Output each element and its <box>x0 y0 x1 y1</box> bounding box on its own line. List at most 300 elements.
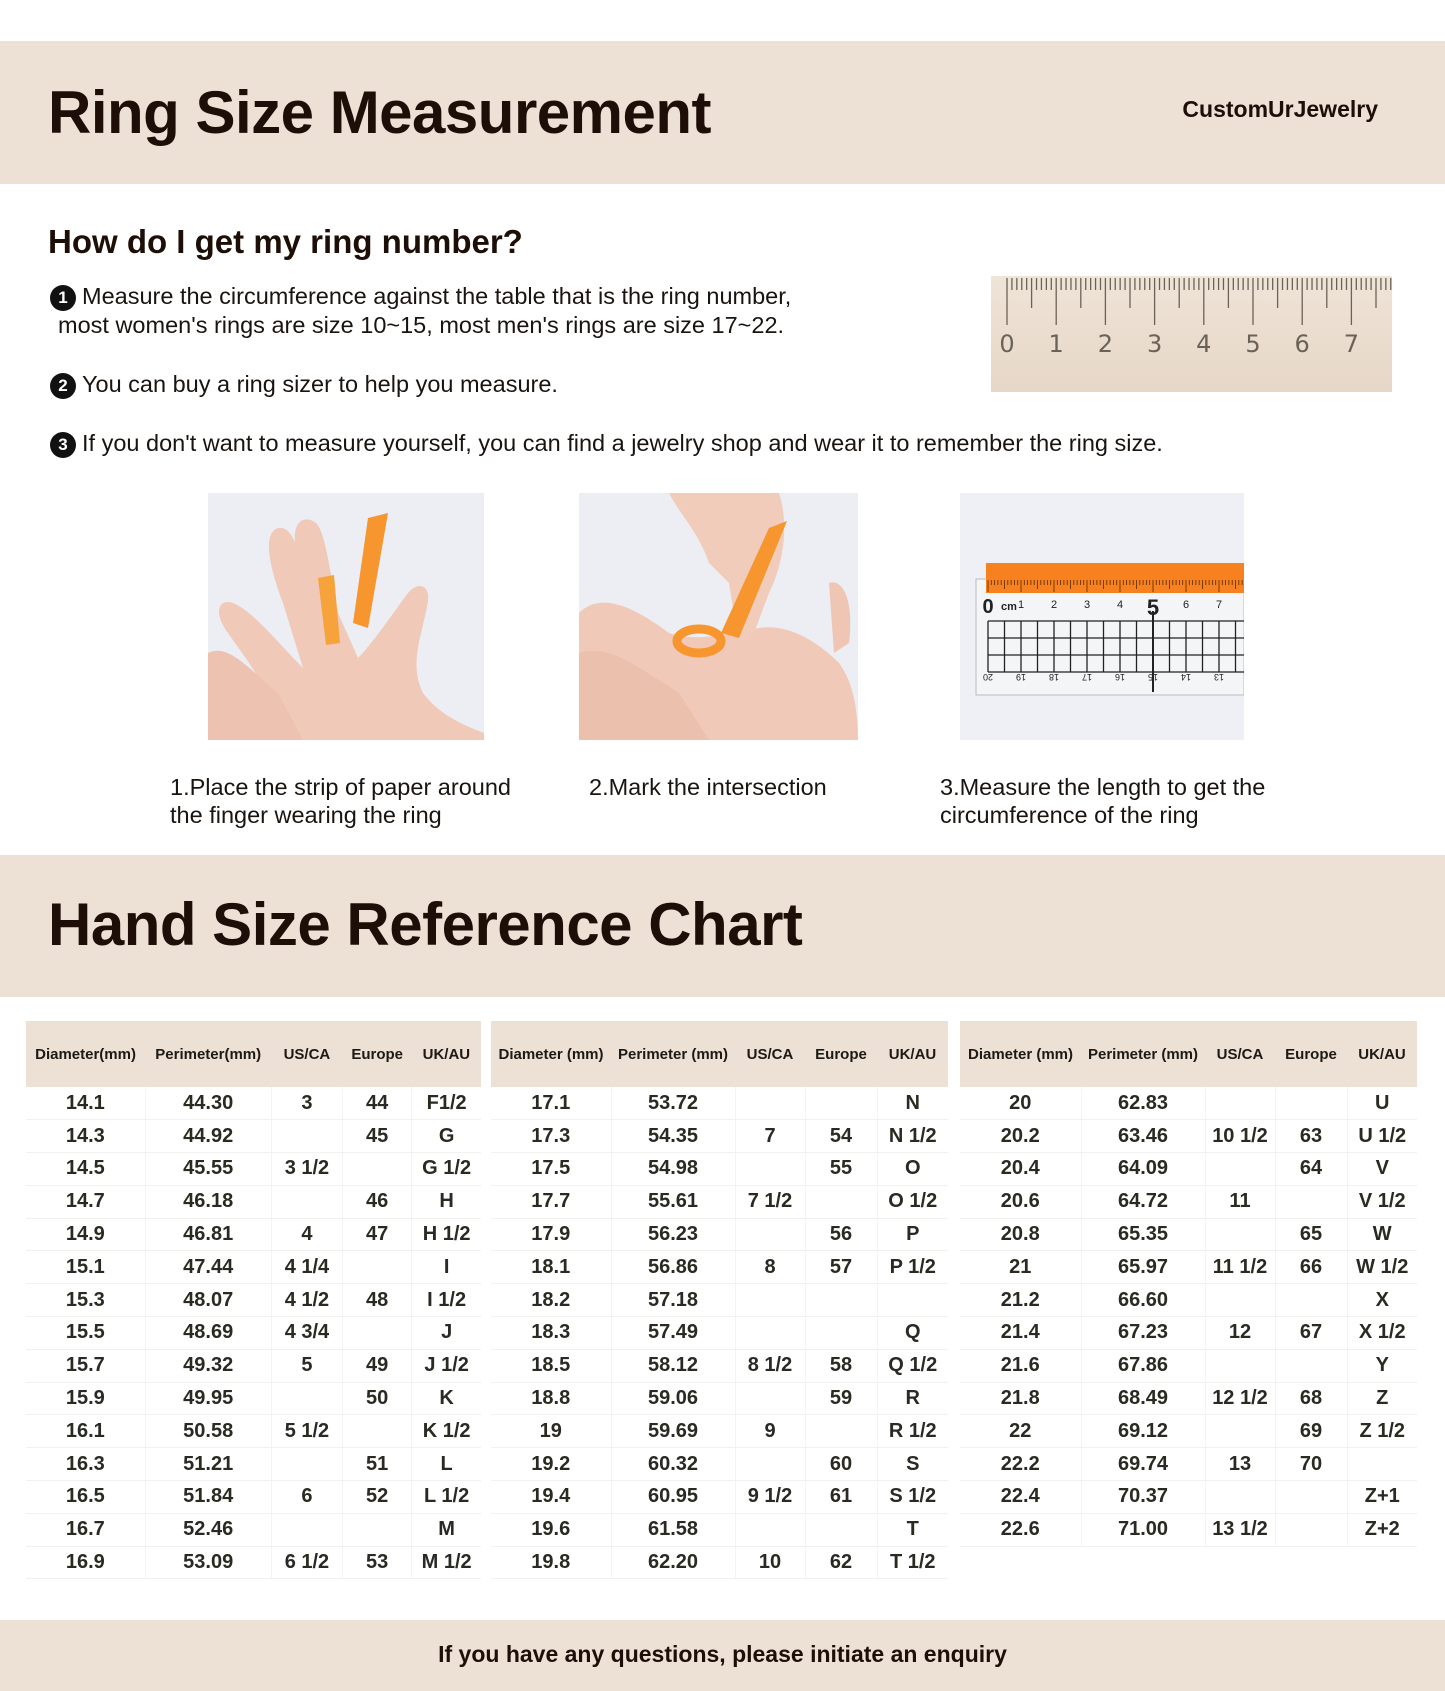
table-cell: 15.7 <box>26 1349 145 1382</box>
howto-title: How do I get my ring number? <box>48 223 523 260</box>
table-cell <box>271 1120 342 1153</box>
ruler-top-label: 2 <box>1050 599 1058 611</box>
table-row <box>491 1546 948 1579</box>
table-cell: 59.06 <box>611 1382 735 1415</box>
chart-band <box>0 855 1445 997</box>
table-cell: U <box>1347 1087 1417 1120</box>
ruler-bottom-label: 14 <box>1180 672 1192 682</box>
table-cell: 18.3 <box>491 1317 611 1350</box>
table-cell: 11 1/2 <box>1205 1251 1275 1284</box>
table-cell: 63.46 <box>1081 1120 1205 1153</box>
table-cell: 4 1/4 <box>271 1251 342 1284</box>
table-row <box>491 1218 948 1251</box>
table-row <box>960 1120 1417 1153</box>
table-row <box>26 1415 481 1448</box>
ruler-image <box>991 276 1392 392</box>
table-cell: 44.30 <box>145 1087 271 1120</box>
table-cell: 14.1 <box>26 1087 145 1120</box>
table-cell: 22 <box>960 1415 1081 1448</box>
table-cell: 61 <box>805 1481 877 1514</box>
table-cell <box>735 1218 805 1251</box>
table-cell <box>271 1513 342 1546</box>
table-cell: 58.12 <box>611 1349 735 1382</box>
ruler-top-label: 0 <box>982 596 994 618</box>
table-cell: Z+1 <box>1347 1481 1417 1514</box>
chart-title: Hand Size Reference Chart <box>48 891 803 958</box>
table-cell <box>1205 1481 1275 1514</box>
step-number-3-icon: 3 <box>50 432 76 458</box>
table-cell: 18.2 <box>491 1284 611 1317</box>
table-cell: 53.09 <box>145 1546 271 1579</box>
table-cell <box>271 1382 342 1415</box>
table-cell <box>343 1415 412 1448</box>
table-cell <box>805 1317 877 1350</box>
table-cell <box>1275 1513 1347 1546</box>
photo-measure-length <box>960 493 1244 740</box>
table-cell: Z 1/2 <box>1347 1415 1417 1448</box>
table-row <box>491 1349 948 1382</box>
table-row <box>26 1382 481 1415</box>
table-cell <box>877 1284 948 1317</box>
table-cell: 48.07 <box>145 1284 271 1317</box>
table-cell: 50.58 <box>145 1415 271 1448</box>
enquiry-text: If you have any questions, please initiate an enquiry <box>438 1641 1007 1667</box>
table-cell: 54.35 <box>611 1120 735 1153</box>
table-cell: 16.9 <box>26 1546 145 1579</box>
table-cell: 15.9 <box>26 1382 145 1415</box>
table-cell: 14.7 <box>26 1185 145 1218</box>
table-cell: 18.5 <box>491 1349 611 1382</box>
table-cell: 46.81 <box>145 1218 271 1251</box>
table-cell: M 1/2 <box>412 1546 481 1579</box>
ruler-bottom-label: 17 <box>1081 672 1093 682</box>
column-header: Perimeter(mm) <box>145 1021 271 1087</box>
table-cell: 3 <box>271 1087 342 1120</box>
table-header-row <box>960 1021 1417 1087</box>
table-row <box>491 1284 948 1317</box>
photo-paper-strip-around-finger <box>208 493 484 740</box>
table-cell: 18.1 <box>491 1251 611 1284</box>
table-cell: 69.12 <box>1081 1415 1205 1448</box>
table-cell: F1/2 <box>412 1087 481 1120</box>
table-row <box>491 1185 948 1218</box>
table-cell: 57 <box>805 1251 877 1284</box>
table-cell: K 1/2 <box>412 1415 481 1448</box>
table-row <box>491 1415 948 1448</box>
step-number-1-icon: 1 <box>50 285 76 311</box>
table-cell <box>805 1513 877 1546</box>
table-cell <box>1275 1481 1347 1514</box>
table-cell <box>343 1251 412 1284</box>
column-header: UK/AU <box>877 1021 948 1087</box>
column-header: Diameter(mm) <box>26 1021 145 1087</box>
table-cell: 17.9 <box>491 1218 611 1251</box>
table-cell: 4 3/4 <box>271 1317 342 1350</box>
table-cell: 22.2 <box>960 1448 1081 1481</box>
table-cell: 65.35 <box>1081 1218 1205 1251</box>
table-cell: 12 1/2 <box>1205 1382 1275 1415</box>
table-row <box>491 1481 948 1514</box>
table-row <box>491 1087 948 1120</box>
table-cell: 64.72 <box>1081 1185 1205 1218</box>
table-row <box>26 1349 481 1382</box>
table-cell: 64.09 <box>1081 1153 1205 1186</box>
caption-2-line-1: 2.Mark the intersection <box>589 774 827 800</box>
table-cell: 16.1 <box>26 1415 145 1448</box>
table-cell: 16.5 <box>26 1481 145 1514</box>
table-cell: 67 <box>1275 1317 1347 1350</box>
ruler-bottom-label: 13 <box>1213 672 1225 682</box>
ruler-bottom-label: 19 <box>1015 672 1027 682</box>
table-cell: 17.1 <box>491 1087 611 1120</box>
table-cell: 63 <box>1275 1120 1347 1153</box>
page-title: Ring Size Measurement <box>48 79 712 146</box>
table-cell <box>1205 1284 1275 1317</box>
table-row <box>491 1513 948 1546</box>
table-cell <box>805 1185 877 1218</box>
table-row <box>26 1481 481 1514</box>
table-cell: 4 1/2 <box>271 1284 342 1317</box>
table-cell: 54.98 <box>611 1153 735 1186</box>
table-cell: 6 1/2 <box>271 1546 342 1579</box>
table-cell: 15.5 <box>26 1317 145 1350</box>
table-cell: 44.92 <box>145 1120 271 1153</box>
table-cell: 56.86 <box>611 1251 735 1284</box>
table-cell: 52.46 <box>145 1513 271 1546</box>
table-cell: H 1/2 <box>412 1218 481 1251</box>
table-cell: 16.3 <box>26 1448 145 1481</box>
table-cell: 9 1/2 <box>735 1481 805 1514</box>
ruler-bottom-label: 20 <box>982 672 994 682</box>
table-cell: X 1/2 <box>1347 1317 1417 1350</box>
table-row <box>960 1349 1417 1382</box>
table-cell: 8 <box>735 1251 805 1284</box>
ruler-label: 7 <box>1343 330 1360 358</box>
table-cell: T 1/2 <box>877 1546 948 1579</box>
table-cell: 58 <box>805 1349 877 1382</box>
table-cell <box>1205 1153 1275 1186</box>
table-cell: 49 <box>343 1349 412 1382</box>
table-cell <box>1205 1218 1275 1251</box>
table-cell: P <box>877 1218 948 1251</box>
table-row <box>491 1251 948 1284</box>
table-cell: 61.58 <box>611 1513 735 1546</box>
table-row <box>26 1218 481 1251</box>
table-cell: 64 <box>1275 1153 1347 1186</box>
table-cell <box>805 1087 877 1120</box>
table-cell: 60 <box>805 1448 877 1481</box>
table-row <box>491 1120 948 1153</box>
table-cell: 5 <box>271 1349 342 1382</box>
table-cell: 47 <box>343 1218 412 1251</box>
table-cell: R <box>877 1382 948 1415</box>
table-cell: 62.83 <box>1081 1087 1205 1120</box>
table-cell: 66 <box>1275 1251 1347 1284</box>
ruler-top-label: 7 <box>1215 599 1223 611</box>
size-table-3 <box>960 1021 1417 1547</box>
table-cell: 52 <box>343 1481 412 1514</box>
ruler-top-label: 4 <box>1116 599 1124 611</box>
caption-3-line-1: 3.Measure the length to get the <box>940 774 1266 800</box>
table-row <box>491 1317 948 1350</box>
table-cell: 22.6 <box>960 1513 1081 1546</box>
ruler-label: 1 <box>1048 330 1064 358</box>
step-2 <box>50 370 558 399</box>
ruler-ticks <box>991 276 1392 392</box>
table-cell: 70 <box>1275 1448 1347 1481</box>
table-cell <box>271 1185 342 1218</box>
table-cell: 59 <box>805 1382 877 1415</box>
table-cell: G <box>412 1120 481 1153</box>
table-cell: 57.18 <box>611 1284 735 1317</box>
table-cell: S 1/2 <box>877 1481 948 1514</box>
table-row <box>491 1382 948 1415</box>
table-cell: 19.8 <box>491 1546 611 1579</box>
table-row <box>26 1284 481 1317</box>
table-row <box>960 1218 1417 1251</box>
caption-1-line-2: the finger wearing the ring <box>170 802 442 828</box>
table-cell: 21 <box>960 1251 1081 1284</box>
step-2-text: You can buy a ring sizer to help you measure. <box>82 371 558 397</box>
table-cell: 20.8 <box>960 1218 1081 1251</box>
table-row <box>960 1251 1417 1284</box>
table-cell: 13 <box>1205 1448 1275 1481</box>
ruler-top-label: 6 <box>1182 599 1190 611</box>
table-cell: S <box>877 1448 948 1481</box>
table-row <box>26 1546 481 1579</box>
table-cell <box>343 1153 412 1186</box>
table-cell: 45.55 <box>145 1153 271 1186</box>
ruler-label: 2 <box>1097 330 1114 358</box>
table-cell <box>805 1415 877 1448</box>
table-cell: 10 1/2 <box>1205 1120 1275 1153</box>
table-cell: 46.18 <box>145 1185 271 1218</box>
table-cell: 54 <box>805 1120 877 1153</box>
table-cell <box>735 1317 805 1350</box>
table-row <box>26 1251 481 1284</box>
table-cell: 6 <box>271 1481 342 1514</box>
table-cell <box>1275 1349 1347 1382</box>
table-cell: Q <box>877 1317 948 1350</box>
table-cell <box>343 1317 412 1350</box>
table-cell <box>735 1153 805 1186</box>
table-cell: 51.21 <box>145 1448 271 1481</box>
table-row <box>960 1153 1417 1186</box>
table-cell: 20.4 <box>960 1153 1081 1186</box>
table-cell: 67.86 <box>1081 1349 1205 1382</box>
table-cell: 17.7 <box>491 1185 611 1218</box>
table-row <box>960 1087 1417 1120</box>
column-header: Perimeter (mm) <box>611 1021 735 1087</box>
table-cell: 21.8 <box>960 1382 1081 1415</box>
table-cell: L 1/2 <box>412 1481 481 1514</box>
table-cell: 60.95 <box>611 1481 735 1514</box>
table-cell: K <box>412 1382 481 1415</box>
table-cell: 51.84 <box>145 1481 271 1514</box>
table-cell: O <box>877 1153 948 1186</box>
table-cell: Z <box>1347 1382 1417 1415</box>
table-cell: 60.32 <box>611 1448 735 1481</box>
step-3 <box>50 429 1163 458</box>
table-cell: 10 <box>735 1546 805 1579</box>
ruler-label: 4 <box>1196 330 1212 358</box>
table-cell <box>1275 1185 1347 1218</box>
column-header: Diameter (mm) <box>491 1021 611 1087</box>
table-cell: M <box>412 1513 481 1546</box>
table-cell: 51 <box>343 1448 412 1481</box>
table-cell: 19.4 <box>491 1481 611 1514</box>
column-header: Europe <box>1275 1021 1347 1087</box>
table-cell: 71.00 <box>1081 1513 1205 1546</box>
table-cell <box>1347 1448 1417 1481</box>
table-cell: 17.3 <box>491 1120 611 1153</box>
ruler-label: 0 <box>999 330 1015 358</box>
ruler-top-label: 1 <box>1017 599 1025 611</box>
caption-2 <box>589 773 889 801</box>
table-row <box>960 1185 1417 1218</box>
table-cell <box>735 1513 805 1546</box>
ruler-label: 5 <box>1245 330 1261 358</box>
table-cell: 53 <box>343 1546 412 1579</box>
table-cell: G 1/2 <box>412 1153 481 1186</box>
table-cell: 65.97 <box>1081 1251 1205 1284</box>
table-cell: 62 <box>805 1546 877 1579</box>
table-cell: 68 <box>1275 1382 1347 1415</box>
table-cell: P 1/2 <box>877 1251 948 1284</box>
table-row <box>960 1448 1417 1481</box>
step-number-2-icon: 2 <box>50 373 76 399</box>
table-cell: L <box>412 1448 481 1481</box>
ruler-bottom-label: 16 <box>1114 672 1126 682</box>
table-row <box>960 1382 1417 1415</box>
caption-3-line-2: circumference of the ring <box>940 802 1199 828</box>
table-row <box>960 1513 1417 1546</box>
table-cell: 5 1/2 <box>271 1415 342 1448</box>
table-cell: 18.8 <box>491 1382 611 1415</box>
table-cell: 21.4 <box>960 1317 1081 1350</box>
column-header: UK/AU <box>1347 1021 1417 1087</box>
table-row <box>26 1317 481 1350</box>
table-cell: 70.37 <box>1081 1481 1205 1514</box>
table-row <box>26 1448 481 1481</box>
table-cell: 62.20 <box>611 1546 735 1579</box>
table-cell: 22.4 <box>960 1481 1081 1514</box>
table-cell: 68.49 <box>1081 1382 1205 1415</box>
step-3-text: If you don't want to measure yourself, you can find a jewelry shop and wear it to remember the ring size. <box>82 430 1163 456</box>
table-row <box>26 1153 481 1186</box>
table-cell: 69.74 <box>1081 1448 1205 1481</box>
table-row <box>960 1415 1417 1448</box>
table-cell <box>1205 1349 1275 1382</box>
caption-1 <box>170 773 560 829</box>
table-cell: 4 <box>271 1218 342 1251</box>
table-row <box>960 1284 1417 1317</box>
size-table-1 <box>26 1021 481 1579</box>
table-cell: 21.6 <box>960 1349 1081 1382</box>
ruler-top-label: 3 <box>1083 599 1091 611</box>
table-cell <box>1205 1415 1275 1448</box>
table-cell: 7 <box>735 1120 805 1153</box>
table-cell: 3 1/2 <box>271 1153 342 1186</box>
step-1 <box>50 282 791 311</box>
table-row <box>960 1317 1417 1350</box>
column-header: UK/AU <box>412 1021 481 1087</box>
ruler-bottom-label: 15 <box>1147 672 1159 682</box>
table-cell: 57.49 <box>611 1317 735 1350</box>
table-cell: I 1/2 <box>412 1284 481 1317</box>
table-cell: N 1/2 <box>877 1120 948 1153</box>
table-cell: 47.44 <box>145 1251 271 1284</box>
table-cell: 66.60 <box>1081 1284 1205 1317</box>
column-header: Perimeter (mm) <box>1081 1021 1205 1087</box>
table-cell: 46 <box>343 1185 412 1218</box>
table-row <box>26 1120 481 1153</box>
ruler-label: 3 <box>1146 330 1163 358</box>
table-cell: 19.6 <box>491 1513 611 1546</box>
table-cell: 56.23 <box>611 1218 735 1251</box>
table-header-row <box>26 1021 481 1087</box>
table-cell: 48 <box>343 1284 412 1317</box>
photo-mark-intersection <box>579 493 858 740</box>
table-cell <box>735 1382 805 1415</box>
table-cell: 49.95 <box>145 1382 271 1415</box>
table-cell: T <box>877 1513 948 1546</box>
table-cell: 44 <box>343 1087 412 1120</box>
column-header: US/CA <box>735 1021 805 1087</box>
table-cell <box>1205 1087 1275 1120</box>
table-row <box>491 1448 948 1481</box>
table-cell: 13 1/2 <box>1205 1513 1275 1546</box>
table-cell: 16.7 <box>26 1513 145 1546</box>
table-cell: H <box>412 1185 481 1218</box>
table-row <box>960 1481 1417 1514</box>
table-cell: 65 <box>1275 1218 1347 1251</box>
header-band <box>0 41 1445 184</box>
table-cell <box>735 1448 805 1481</box>
caption-1-line-1: 1.Place the strip of paper around <box>170 774 511 800</box>
table-cell: R 1/2 <box>877 1415 948 1448</box>
column-header: Europe <box>805 1021 877 1087</box>
table-cell: 53.72 <box>611 1087 735 1120</box>
table-cell: Y <box>1347 1349 1417 1382</box>
table-cell: J <box>412 1317 481 1350</box>
footer-band <box>0 1620 1445 1691</box>
table-row <box>26 1185 481 1218</box>
table-cell: 19.2 <box>491 1448 611 1481</box>
column-header: US/CA <box>1205 1021 1275 1087</box>
table-cell: 20.6 <box>960 1185 1081 1218</box>
caption-3 <box>940 773 1340 829</box>
table-cell <box>735 1087 805 1120</box>
column-header: US/CA <box>271 1021 342 1087</box>
step-1-continued: most women's rings are size 10~15, most men's rings are size 17~22. <box>58 312 785 338</box>
step-1-text: Measure the circumference against the table that is the ring number, <box>82 283 792 309</box>
table-cell: 50 <box>343 1382 412 1415</box>
table-header-row <box>491 1021 948 1087</box>
table-cell: 14.3 <box>26 1120 145 1153</box>
table-cell: 55.61 <box>611 1185 735 1218</box>
column-header: Europe <box>343 1021 412 1087</box>
table-cell: Z+2 <box>1347 1513 1417 1546</box>
table-cell: 20.2 <box>960 1120 1081 1153</box>
table-cell: W 1/2 <box>1347 1251 1417 1284</box>
table-cell: 14.9 <box>26 1218 145 1251</box>
table-cell <box>735 1284 805 1317</box>
table-cell: V 1/2 <box>1347 1185 1417 1218</box>
table-cell <box>271 1448 342 1481</box>
table-cell: 15.1 <box>26 1251 145 1284</box>
table-cell: U 1/2 <box>1347 1120 1417 1153</box>
